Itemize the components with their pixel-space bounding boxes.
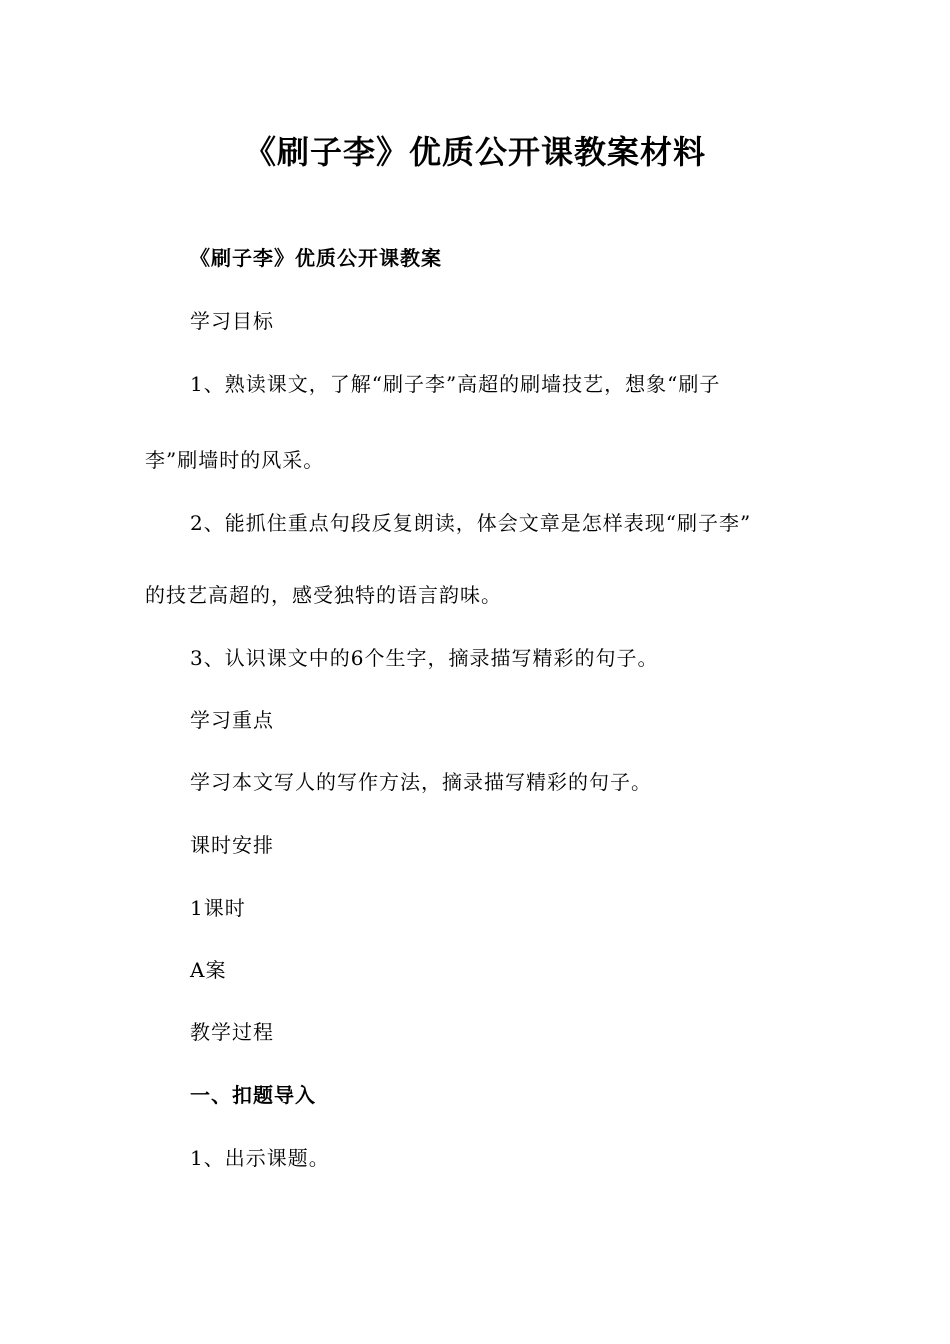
paragraph: A案	[190, 958, 227, 982]
section-heading: 一、扣题导入	[190, 1083, 316, 1107]
paragraph: 学习本文写人的写作方法，摘录描写精彩的句子。	[190, 770, 652, 794]
section-heading: 《刷子李》优质公开课教案	[190, 246, 442, 270]
paragraph: 学习目标	[190, 309, 274, 333]
paragraph-continuation: 李”刷墙时的风采。	[145, 448, 325, 472]
paragraph: 1课时	[190, 896, 246, 920]
paragraph: 课时安排	[190, 833, 274, 857]
document-title: 《刷子李》优质公开课教案材料	[243, 133, 706, 171]
paragraph-continuation: 的技艺高超的，感受独特的语言韵味。	[145, 583, 502, 607]
paragraph: 教学过程	[190, 1020, 274, 1044]
paragraph: 3、认识课文中的6个生字，摘录描写精彩的句子。	[190, 646, 659, 670]
paragraph: 2、能抓住重点句段反复朗读，体会文章是怎样表现“刷子李”	[190, 511, 752, 535]
paragraph: 1、出示课题。	[190, 1146, 330, 1170]
paragraph: 1、熟读课文，了解“刷子李”高超的刷墙技艺，想象“刷子	[190, 372, 721, 396]
paragraph: 学习重点	[190, 708, 274, 732]
